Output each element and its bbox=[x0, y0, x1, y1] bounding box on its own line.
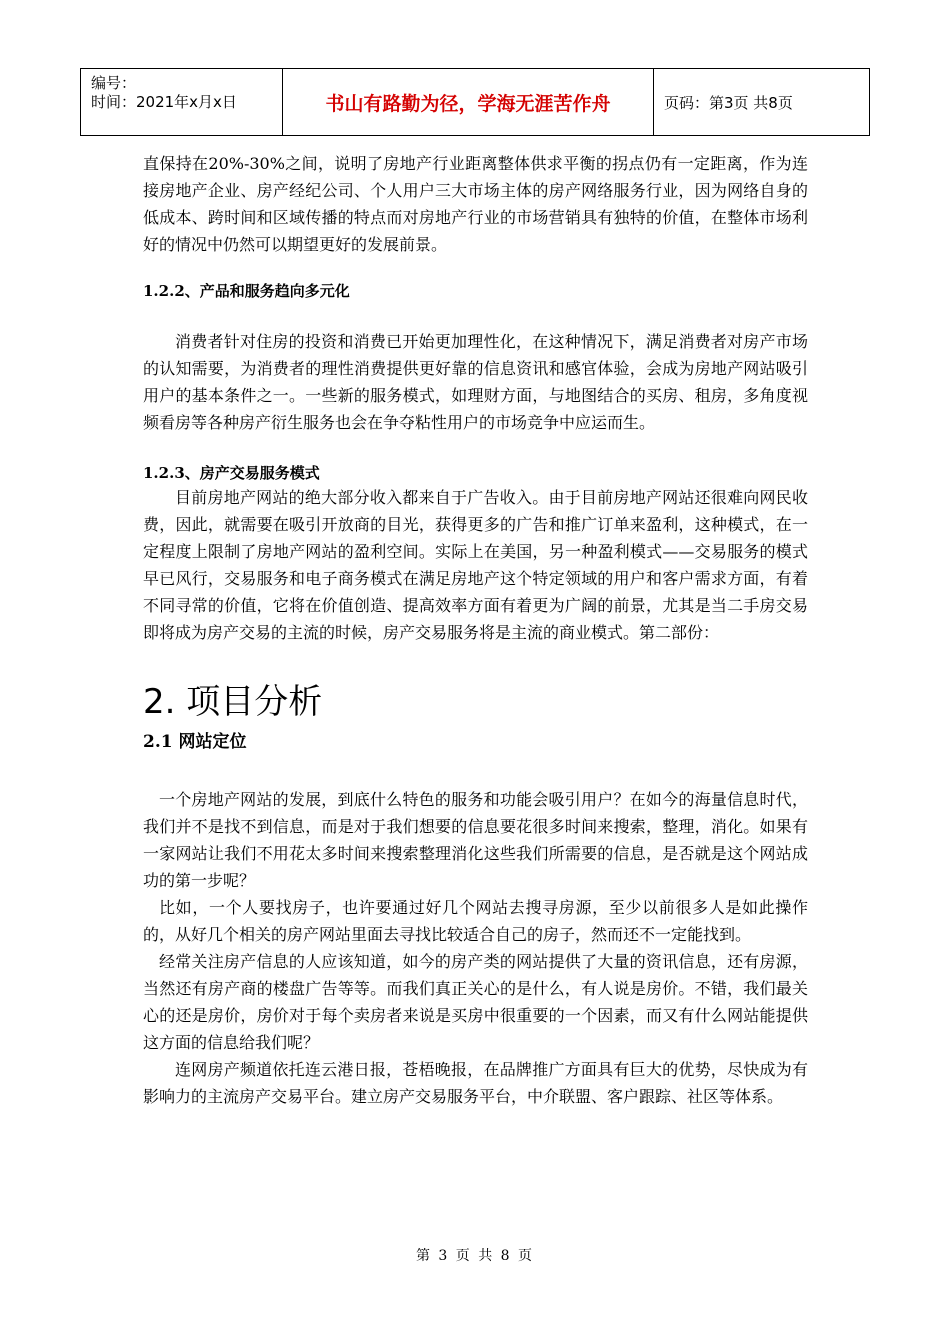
paragraph-2-1-b: 比如，一个人要找房子，也许要通过好几个网站去搜寻房源，至少以前很多人是如此操作的，从好几个相关的房产网站里面去寻找比较适合自己的房子，然而还不一定能找到。 bbox=[143, 898, 808, 944]
paragraph-intro: 直保持在20%-30%之间，说明了房地产行业距离整体供求平衡的拐点仍有一定距离，作为连接房地产企业、房产经纪公司、个人用户三大市场主体的房产网络服务行业，因为网络自身的低成本、跨时间和区域传播的特点而对房地产行业的市场营销具有独特的价值，在整体市场利好的情况中仍然可以期望更好的发展前景。 bbox=[143, 154, 808, 254]
section-heading-2-1: 2.1 网站定位 bbox=[143, 732, 247, 752]
section-heading-1-2-3: 1.2.3、房产交易服务模式 bbox=[143, 464, 320, 482]
document-date-label: 时间：2021年x月x日 bbox=[91, 93, 237, 111]
page-footer: 第 3 页 共 8 页 bbox=[415, 1248, 535, 1264]
paragraph-1-2-3: 目前房地产网站的绝大部分收入都来自于广告收入。由于目前房地产网站还很难向网民收费，因此，就需要在吸引开放商的目光，获得更多的广告和推广订单来盈利，这种模式，在一定程度上限制了房地产网站的盈利空间。实际上在美国，另一种盈利模式——交易服务的模式早已风行，交易服务和电子商务模式在满足房地产这个特定领域的用户和客户需求方面，有着不同寻常的价值，它将在价值创造、提高效率方面有着更为广阔的前景，尤其是当二手房交易即将成为房产交易的主流的时候，房产交易服务将是主流的商业模式。第二部份： bbox=[143, 488, 808, 642]
document-body bbox=[143, 150, 808, 1110]
header-motto: 书山有路勤为径，学海无涯苦作舟 bbox=[283, 69, 654, 135]
page-header bbox=[80, 68, 870, 136]
document-number-label: 编号： bbox=[91, 74, 137, 92]
header-meta bbox=[81, 69, 283, 135]
chapter-heading-2: 2. 项目分析 bbox=[143, 682, 323, 722]
section-heading-1-2-2: 1.2.2、产品和服务趋向多元化 bbox=[143, 282, 350, 300]
paragraph-2-1-d: 连网房产频道依托连云港日报，苍梧晚报，在品牌推广方面具有巨大的优势，尽快成为有影响力的主流房产交易平台。建立房产交易服务平台，中介联盟、客户跟踪、社区等体系。 bbox=[143, 1060, 808, 1106]
paragraph-2-1-a: 一个房地产网站的发展，到底什么特色的服务和功能会吸引用户？在如今的海量信息时代，我们并不是找不到信息，而是对于我们想要的信息要花很多时间来搜索，整理，消化。如果有一家网站让我们不用花太多时间来搜索整理消化这些我们所需要的信息，是否就是这个网站成功的第一步呢？ bbox=[143, 790, 808, 890]
header-page-info: 页码：第3页 共8页 bbox=[664, 93, 793, 112]
paragraph-2-1-c: 经常关注房产信息的人应该知道，如今的房产类的网站提供了大量的资讯信息，还有房源，当然还有房产商的楼盘广告等等。而我们真正关心的是什么，有人说是房价。不错，我们最关心的还是房价，房价对于每个卖房者来说是买房中很重要的一个因素，而又有什么网站能提供这方面的信息给我们呢？ bbox=[143, 952, 808, 1052]
paragraph-1-2-2: 消费者针对住房的投资和消费已开始更加理性化，在这种情况下，满足消费者对房产市场的认知需要，为消费者的理性消费提供更好靠的信息资讯和感官体验，会成为房地产网站吸引用户的基本条件之一。一些新的服务模式，如理财方面，与地图结合的买房、租房，多角度视频看房等各种房产衍生服务也会在争夺粘性用户的市场竞争中应运而生。 bbox=[143, 332, 808, 432]
